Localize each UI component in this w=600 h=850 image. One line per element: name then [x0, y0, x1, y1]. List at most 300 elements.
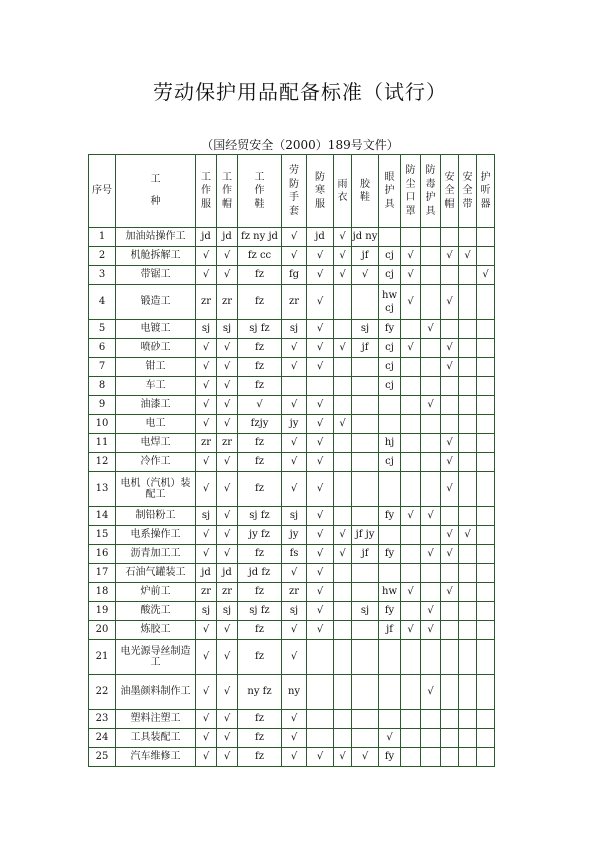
equipment-cell: [477, 583, 495, 602]
equipment-cell: √: [334, 415, 352, 434]
equipment-cell: [379, 526, 401, 545]
header-col: 胶鞋: [352, 155, 379, 228]
equipment-cell: [477, 640, 495, 675]
equipment-cell: √: [196, 266, 217, 285]
equipment-cell: √: [196, 453, 217, 472]
equipment-cell: fz: [238, 377, 282, 396]
equipment-cell: fz: [238, 453, 282, 472]
table-row: [89, 583, 495, 602]
equipment-cell: √: [334, 266, 352, 285]
row-number: 4: [89, 285, 116, 320]
equipment-cell: [459, 228, 477, 247]
equipment-cell: √: [196, 339, 217, 358]
table-row: [89, 358, 495, 377]
equipment-cell: √: [282, 640, 307, 675]
equipment-cell: [441, 564, 459, 583]
equipment-cell: cj: [379, 377, 401, 396]
equipment-cell: ny fz: [238, 675, 282, 710]
header-col: 防毒护具: [421, 155, 441, 228]
table-row: [89, 640, 495, 675]
equipment-cell: [401, 377, 421, 396]
equipment-cell: [459, 339, 477, 358]
header-job: 工种: [116, 155, 196, 228]
equipment-cell: [334, 472, 352, 507]
equipment-cell: [401, 396, 421, 415]
equipment-cell: [334, 453, 352, 472]
equipment-cell: √: [421, 675, 441, 710]
equipment-cell: sj: [352, 320, 379, 339]
equipment-cell: [401, 640, 421, 675]
equipment-cell: [334, 729, 352, 748]
equipment-cell: √: [334, 228, 352, 247]
equipment-cell: fy: [379, 748, 401, 767]
standards-table: [88, 154, 495, 767]
equipment-cell: √: [401, 507, 421, 526]
equipment-cell: √: [196, 640, 217, 675]
equipment-cell: [477, 621, 495, 640]
equipment-cell: √: [238, 396, 282, 415]
equipment-cell: √: [217, 729, 238, 748]
equipment-cell: [421, 434, 441, 453]
equipment-cell: [421, 358, 441, 377]
equipment-cell: √: [421, 507, 441, 526]
equipment-cell: √: [379, 729, 401, 748]
equipment-cell: [459, 675, 477, 710]
table-row: [89, 545, 495, 564]
table-row: [89, 748, 495, 767]
equipment-cell: hw cj: [379, 285, 401, 320]
equipment-cell: √: [196, 415, 217, 434]
equipment-cell: √: [217, 710, 238, 729]
equipment-cell: √: [334, 339, 352, 358]
equipment-cell: [477, 377, 495, 396]
row-number: 24: [89, 729, 116, 748]
table-row: [89, 621, 495, 640]
equipment-cell: √: [421, 320, 441, 339]
job-name: 制铅粉工: [116, 507, 196, 526]
equipment-cell: √: [401, 583, 421, 602]
table-row: [89, 564, 495, 583]
equipment-cell: fz: [238, 434, 282, 453]
equipment-cell: √: [282, 564, 307, 583]
job-name: 油漆工: [116, 396, 196, 415]
equipment-cell: cj: [379, 453, 401, 472]
equipment-cell: [459, 564, 477, 583]
equipment-cell: zr: [217, 583, 238, 602]
table-row: [89, 710, 495, 729]
equipment-cell: jd fz: [238, 564, 282, 583]
equipment-cell: [459, 583, 477, 602]
equipment-cell: √: [217, 266, 238, 285]
equipment-cell: zr: [282, 583, 307, 602]
equipment-cell: fz: [238, 339, 282, 358]
equipment-cell: √: [217, 675, 238, 710]
equipment-cell: jd: [196, 228, 217, 247]
equipment-cell: [459, 729, 477, 748]
equipment-cell: √: [441, 339, 459, 358]
equipment-cell: √: [307, 415, 334, 434]
equipment-cell: √: [217, 526, 238, 545]
equipment-cell: √: [307, 358, 334, 377]
equipment-cell: sj: [196, 507, 217, 526]
equipment-cell: [421, 583, 441, 602]
equipment-cell: [401, 472, 421, 507]
equipment-cell: √: [459, 247, 477, 266]
equipment-cell: [401, 415, 421, 434]
equipment-cell: [334, 320, 352, 339]
equipment-cell: fy: [379, 507, 401, 526]
equipment-cell: √: [307, 396, 334, 415]
equipment-cell: [352, 415, 379, 434]
equipment-cell: √: [421, 545, 441, 564]
job-name: 喷砂工: [116, 339, 196, 358]
equipment-cell: jf: [379, 621, 401, 640]
equipment-cell: [421, 564, 441, 583]
equipment-cell: [459, 320, 477, 339]
document-reference: （国经贸安全（2000）189号文件）: [201, 138, 399, 152]
equipment-cell: jd ny: [352, 228, 379, 247]
equipment-cell: √: [217, 545, 238, 564]
equipment-cell: √: [196, 247, 217, 266]
equipment-cell: [421, 339, 441, 358]
equipment-cell: √: [282, 621, 307, 640]
table-row: [89, 396, 495, 415]
table-row: [89, 434, 495, 453]
row-number: 8: [89, 377, 116, 396]
equipment-cell: √: [217, 339, 238, 358]
equipment-cell: [459, 602, 477, 621]
equipment-cell: √: [217, 472, 238, 507]
equipment-cell: √: [217, 621, 238, 640]
equipment-cell: [401, 228, 421, 247]
equipment-cell: √: [352, 748, 379, 767]
equipment-cell: [459, 415, 477, 434]
equipment-cell: [307, 729, 334, 748]
equipment-cell: √: [282, 710, 307, 729]
table-row: [89, 729, 495, 748]
equipment-cell: zr: [282, 285, 307, 320]
equipment-cell: √: [307, 266, 334, 285]
equipment-cell: [401, 675, 421, 710]
equipment-cell: √: [459, 526, 477, 545]
row-number: 22: [89, 675, 116, 710]
job-name: 石油气罐装工: [116, 564, 196, 583]
equipment-cell: √: [334, 526, 352, 545]
equipment-cell: [421, 526, 441, 545]
equipment-cell: [459, 710, 477, 729]
header-col: 工作服: [196, 155, 217, 228]
equipment-cell: √: [282, 247, 307, 266]
job-name: 塑料注塑工: [116, 710, 196, 729]
equipment-cell: [459, 377, 477, 396]
equipment-cell: [334, 434, 352, 453]
equipment-cell: [352, 710, 379, 729]
table-row: [89, 228, 495, 247]
header-col: 工作鞋: [238, 155, 282, 228]
row-number: 5: [89, 320, 116, 339]
equipment-cell: [477, 358, 495, 377]
equipment-cell: [459, 434, 477, 453]
equipment-cell: √: [217, 453, 238, 472]
equipment-cell: [352, 285, 379, 320]
equipment-cell: [379, 228, 401, 247]
equipment-cell: [441, 729, 459, 748]
equipment-cell: [477, 339, 495, 358]
equipment-cell: [477, 247, 495, 266]
equipment-cell: √: [217, 396, 238, 415]
equipment-cell: √: [441, 583, 459, 602]
equipment-cell: jd: [196, 564, 217, 583]
table-row: [89, 602, 495, 621]
equipment-cell: √: [334, 748, 352, 767]
equipment-cell: √: [307, 507, 334, 526]
equipment-cell: jy: [282, 415, 307, 434]
table-row: [89, 285, 495, 320]
equipment-cell: √: [282, 339, 307, 358]
equipment-cell: fg: [282, 266, 307, 285]
row-number: 7: [89, 358, 116, 377]
equipment-cell: √: [441, 434, 459, 453]
equipment-cell: [421, 377, 441, 396]
row-number: 1: [89, 228, 116, 247]
equipment-cell: [334, 675, 352, 710]
equipment-cell: hj: [379, 434, 401, 453]
equipment-cell: [477, 285, 495, 320]
equipment-cell: sj: [282, 320, 307, 339]
equipment-cell: [421, 285, 441, 320]
equipment-cell: fy: [379, 320, 401, 339]
equipment-cell: [401, 564, 421, 583]
equipment-cell: jy fz: [238, 526, 282, 545]
equipment-cell: [477, 545, 495, 564]
equipment-cell: [352, 472, 379, 507]
header-col: 雨衣: [334, 155, 352, 228]
table-row: [89, 526, 495, 545]
equipment-cell: [459, 358, 477, 377]
job-name: 沥青加工工: [116, 545, 196, 564]
equipment-cell: [334, 358, 352, 377]
equipment-cell: [352, 434, 379, 453]
job-name: 工具装配工: [116, 729, 196, 748]
equipment-cell: sj: [196, 602, 217, 621]
equipment-cell: [307, 640, 334, 675]
equipment-cell: √: [307, 434, 334, 453]
equipment-cell: [421, 729, 441, 748]
equipment-cell: √: [282, 434, 307, 453]
header-col: 劳防手套: [282, 155, 307, 228]
equipment-cell: [477, 748, 495, 767]
row-number: 3: [89, 266, 116, 285]
equipment-cell: zr: [196, 434, 217, 453]
equipment-cell: [352, 675, 379, 710]
equipment-cell: [421, 453, 441, 472]
equipment-cell: cj: [379, 339, 401, 358]
equipment-cell: [441, 266, 459, 285]
row-number: 16: [89, 545, 116, 564]
header-col: 安全帽: [441, 155, 459, 228]
equipment-cell: [477, 320, 495, 339]
equipment-cell: [441, 377, 459, 396]
row-number: 2: [89, 247, 116, 266]
header-row: [89, 155, 495, 228]
equipment-cell: [421, 228, 441, 247]
equipment-cell: √: [334, 247, 352, 266]
header-col: 工作帽: [217, 155, 238, 228]
equipment-cell: [307, 710, 334, 729]
equipment-cell: [401, 453, 421, 472]
table-row: [89, 266, 495, 285]
equipment-cell: [352, 358, 379, 377]
equipment-cell: [379, 640, 401, 675]
equipment-cell: [477, 729, 495, 748]
equipment-cell: jf: [352, 545, 379, 564]
equipment-cell: fy: [379, 545, 401, 564]
equipment-cell: √: [441, 247, 459, 266]
header-no: 序号: [89, 155, 116, 228]
equipment-cell: [459, 472, 477, 507]
equipment-cell: √: [307, 564, 334, 583]
equipment-cell: [459, 507, 477, 526]
equipment-cell: [477, 602, 495, 621]
equipment-cell: [441, 710, 459, 729]
equipment-cell: [459, 266, 477, 285]
job-name: 锻造工: [116, 285, 196, 320]
row-number: 11: [89, 434, 116, 453]
equipment-cell: √: [401, 266, 421, 285]
equipment-cell: [459, 453, 477, 472]
equipment-cell: hw: [379, 583, 401, 602]
equipment-cell: fz: [238, 266, 282, 285]
row-number: 12: [89, 453, 116, 472]
equipment-cell: [441, 675, 459, 710]
equipment-cell: [352, 507, 379, 526]
job-name: 电工: [116, 415, 196, 434]
equipment-cell: [459, 621, 477, 640]
equipment-cell: [379, 472, 401, 507]
equipment-cell: cj: [379, 266, 401, 285]
equipment-cell: jy: [282, 526, 307, 545]
equipment-cell: √: [196, 621, 217, 640]
equipment-cell: √: [282, 748, 307, 767]
equipment-cell: [441, 602, 459, 621]
equipment-cell: jf jy: [352, 526, 379, 545]
equipment-cell: jd: [217, 564, 238, 583]
equipment-cell: √: [441, 453, 459, 472]
equipment-cell: √: [282, 729, 307, 748]
job-name: 机舱拆解工: [116, 247, 196, 266]
equipment-cell: √: [217, 748, 238, 767]
equipment-cell: √: [477, 266, 495, 285]
equipment-cell: sj: [282, 602, 307, 621]
equipment-cell: [477, 675, 495, 710]
equipment-cell: [441, 621, 459, 640]
row-number: 15: [89, 526, 116, 545]
equipment-cell: √: [196, 377, 217, 396]
equipment-cell: [459, 640, 477, 675]
header-col: 安全带: [459, 155, 477, 228]
equipment-cell: sj: [282, 507, 307, 526]
equipment-cell: √: [421, 396, 441, 415]
equipment-cell: [459, 285, 477, 320]
equipment-cell: [401, 320, 421, 339]
table-row: [89, 339, 495, 358]
equipment-cell: sj: [217, 602, 238, 621]
equipment-cell: √: [401, 621, 421, 640]
equipment-cell: √: [217, 358, 238, 377]
equipment-cell: [401, 526, 421, 545]
equipment-cell: [477, 507, 495, 526]
equipment-cell: [441, 748, 459, 767]
equipment-cell: fz: [238, 545, 282, 564]
equipment-cell: [421, 472, 441, 507]
equipment-cell: fz: [238, 285, 282, 320]
job-name: 钳工: [116, 358, 196, 377]
job-name: 酸洗工: [116, 602, 196, 621]
row-number: 19: [89, 602, 116, 621]
table-body: [89, 228, 495, 767]
equipment-cell: √: [307, 472, 334, 507]
equipment-cell: √: [196, 729, 217, 748]
row-number: 14: [89, 507, 116, 526]
equipment-cell: √: [334, 545, 352, 564]
page-title: 劳动保护用品配备标准（试行）: [153, 80, 447, 104]
equipment-cell: √: [421, 621, 441, 640]
equipment-cell: [441, 228, 459, 247]
equipment-cell: √: [307, 602, 334, 621]
equipment-cell: [421, 266, 441, 285]
equipment-cell: √: [441, 545, 459, 564]
job-name: 加油站操作工: [116, 228, 196, 247]
equipment-cell: [477, 526, 495, 545]
equipment-cell: [352, 564, 379, 583]
equipment-cell: √: [307, 545, 334, 564]
equipment-cell: √: [307, 320, 334, 339]
equipment-cell: √: [421, 602, 441, 621]
equipment-cell: [334, 285, 352, 320]
equipment-cell: [334, 640, 352, 675]
row-number: 10: [89, 415, 116, 434]
table-row: [89, 320, 495, 339]
equipment-cell: sj: [352, 602, 379, 621]
equipment-cell: [441, 507, 459, 526]
equipment-cell: [477, 453, 495, 472]
equipment-cell: [401, 358, 421, 377]
job-name: 带锯工: [116, 266, 196, 285]
row-number: 23: [89, 710, 116, 729]
equipment-cell: fz cc: [238, 247, 282, 266]
equipment-cell: jf: [352, 247, 379, 266]
equipment-cell: [401, 729, 421, 748]
equipment-cell: [401, 710, 421, 729]
table-row: [89, 472, 495, 507]
job-name: 电光源导丝制造工: [116, 640, 196, 675]
equipment-cell: [352, 453, 379, 472]
equipment-cell: √: [307, 526, 334, 545]
equipment-cell: √: [217, 640, 238, 675]
job-name: 汽车维修工: [116, 748, 196, 767]
equipment-cell: [379, 396, 401, 415]
equipment-cell: [334, 507, 352, 526]
equipment-cell: fy: [379, 602, 401, 621]
equipment-cell: fzjy: [238, 415, 282, 434]
equipment-cell: √: [282, 453, 307, 472]
equipment-cell: [334, 564, 352, 583]
equipment-cell: [352, 729, 379, 748]
equipment-cell: cj: [379, 247, 401, 266]
equipment-cell: jd: [307, 228, 334, 247]
equipment-cell: [352, 396, 379, 415]
equipment-cell: √: [282, 228, 307, 247]
